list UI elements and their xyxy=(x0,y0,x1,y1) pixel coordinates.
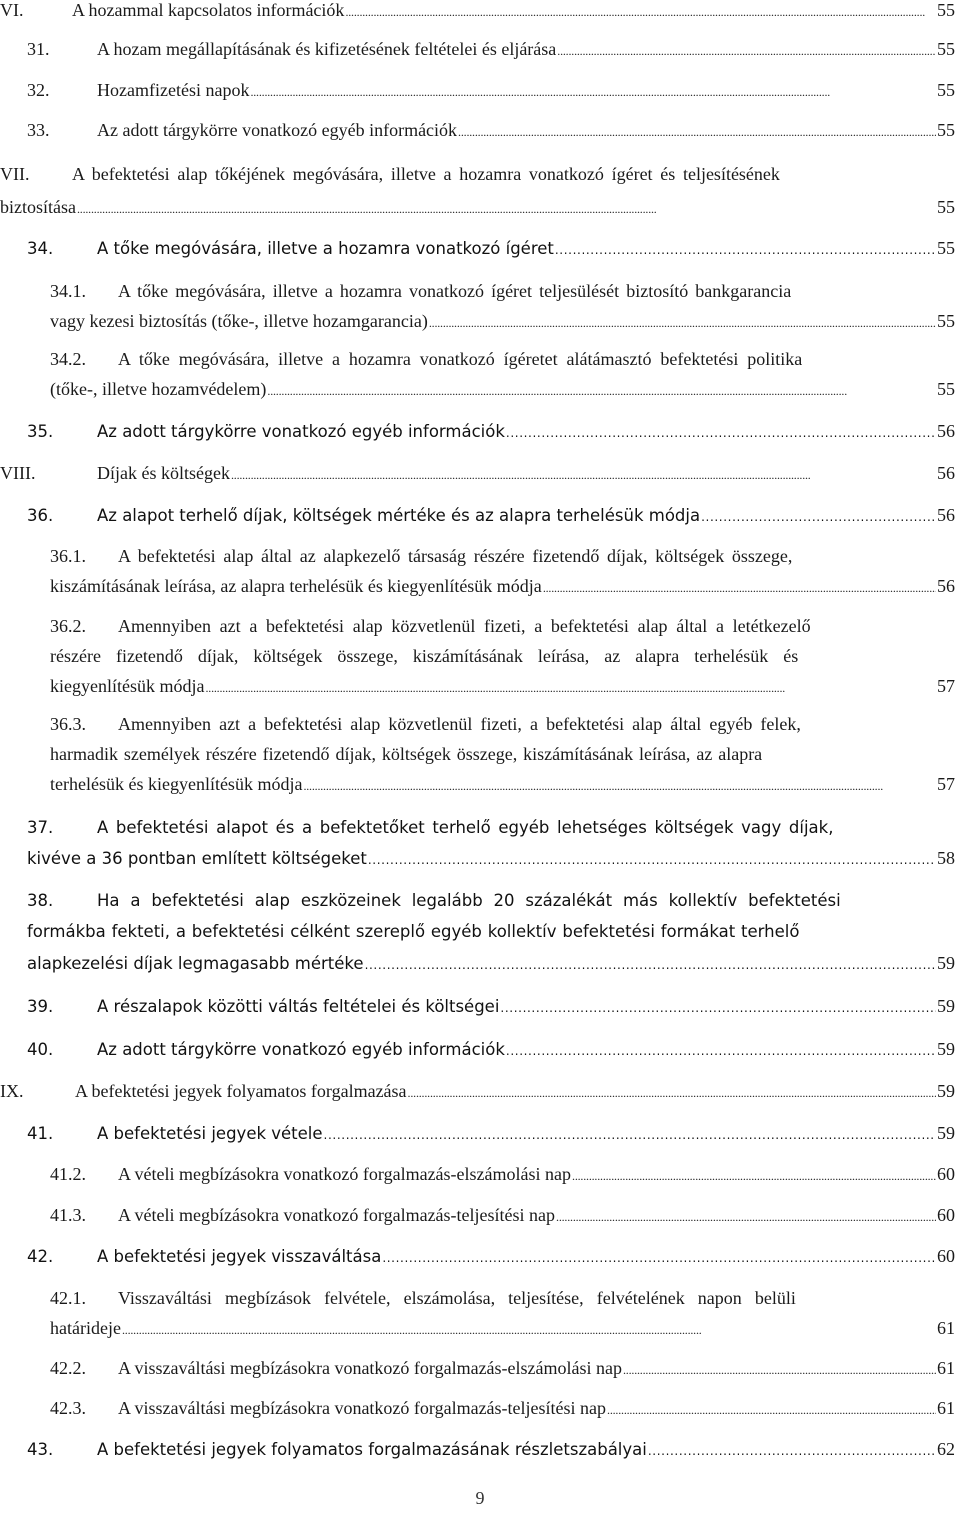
toc-number: 34.2. xyxy=(50,349,86,369)
dot-leader xyxy=(303,774,936,795)
toc-page: 59 xyxy=(937,1039,955,1059)
toc-title: kiegyenlítésük módja xyxy=(50,676,205,696)
toc-number: 42. xyxy=(27,1247,54,1266)
toc-number: 41. xyxy=(27,1124,54,1143)
toc-page: 62 xyxy=(937,1439,955,1459)
toc-title: A részalapok közötti váltás feltételei és költségei xyxy=(97,997,500,1016)
toc-title: Díjak és költségek xyxy=(97,463,230,483)
dot-leader xyxy=(572,1164,936,1185)
toc-title: A hozammal kapcsolatos információk xyxy=(72,0,345,20)
toc-number: 43. xyxy=(27,1440,54,1459)
dot-leader xyxy=(267,379,936,400)
toc-number: 34.1. xyxy=(50,281,86,301)
toc-title: A befektetési jegyek folyamatos forgalmazásának részletszabályai xyxy=(97,1440,647,1459)
toc-page: 59 xyxy=(937,1081,955,1101)
toc-entry-33[interactable] xyxy=(27,120,955,141)
toc-title-line1: Visszaváltási megbízások felvétele, elszámolása, teljesítése, felvételének napon belüli xyxy=(118,1288,796,1308)
page-number: 9 xyxy=(475,1488,485,1508)
toc-number: 33. xyxy=(27,120,50,140)
toc-number: 32. xyxy=(27,80,50,100)
toc-entry-42-3[interactable] xyxy=(50,1398,955,1419)
dot-leader xyxy=(365,954,936,973)
toc-number: 42.3. xyxy=(50,1398,86,1418)
toc-number: 39. xyxy=(27,997,54,1016)
toc-title: A befektetési jegyek vétele xyxy=(97,1124,323,1143)
dot-leader xyxy=(506,1040,936,1059)
toc-number: 42.2. xyxy=(50,1358,86,1378)
dot-leader xyxy=(555,239,936,258)
toc-title: Az alapot terhelő díjak, költségek mértéke és az alapra terhelésük módja xyxy=(97,506,701,525)
toc-page: 56 xyxy=(937,421,955,441)
toc-page: 59 xyxy=(937,996,955,1016)
toc-title: Hozamfizetési napok xyxy=(97,80,250,100)
toc-entry-41-2[interactable] xyxy=(50,1164,955,1185)
toc-number: 34. xyxy=(27,239,54,258)
dot-leader xyxy=(77,197,936,218)
dot-leader xyxy=(250,80,936,101)
toc-page: 60 xyxy=(937,1164,955,1184)
toc-title-line1: A tőke megóvására, illetve a hozamra vonatkozó ígéret teljesülését biztosító bankgarancia xyxy=(118,281,792,301)
dot-leader xyxy=(429,311,936,332)
toc-title: alapkezelési díjak legmagasabb mértéke xyxy=(27,954,364,973)
dot-leader xyxy=(543,576,936,597)
toc-entry-vi[interactable] xyxy=(0,0,955,21)
toc-page: 61 xyxy=(937,1398,955,1418)
dot-leader xyxy=(557,39,936,60)
dot-leader xyxy=(556,1205,936,1226)
toc-entry-ix[interactable] xyxy=(0,1081,955,1102)
toc-page: 55 xyxy=(937,197,955,217)
toc-page: 61 xyxy=(937,1318,955,1338)
toc-page: 55 xyxy=(937,311,955,331)
dot-leader xyxy=(324,1124,936,1143)
toc-page: 60 xyxy=(937,1205,955,1225)
toc-title: A vételi megbízásokra vonatkozó forgalmazás-elszámolási nap xyxy=(118,1164,572,1184)
toc-title: A befektetési jegyek visszaváltása xyxy=(97,1247,382,1266)
toc-page: 57 xyxy=(937,676,955,696)
toc-title-line1: A befektetési alapot és a befektetőket terhelő egyéb lehetséges költségek vagy díjak, xyxy=(97,818,834,837)
toc-entry-31[interactable] xyxy=(27,39,955,60)
toc-page: 55 xyxy=(937,0,955,20)
toc-page: 55 xyxy=(937,39,955,59)
toc-title: A visszaváltási megbízásokra vonatkozó forgalmazás-elszámolási nap xyxy=(118,1358,622,1378)
toc-number: VII. xyxy=(0,164,30,184)
toc-title: A hozam megállapításának és kifizetésének feltételei és eljárása xyxy=(97,39,557,59)
toc-title-line2: részére fizetendő díjak, költségek összege, kiszámításának leírása, az alapra terhelésük és xyxy=(50,646,799,666)
dot-leader xyxy=(623,1358,936,1379)
toc-entry-42-2[interactable] xyxy=(50,1358,955,1379)
toc-title: biztosítása xyxy=(0,197,76,217)
dot-leader xyxy=(345,0,936,21)
toc-title: Az adott tárgykörre vonatkozó egyéb információk xyxy=(97,1040,505,1059)
toc-title-line1: A befektetési alap tőkéjének megóvására, illetve a hozamra vonatkozó ígéret és teljesítésének xyxy=(72,164,780,184)
toc-title: kiszámításának leírása, az alapra terhelésük és kiegyenlítésük módja xyxy=(50,576,542,596)
toc-page: 59 xyxy=(937,953,955,973)
toc-title: A visszaváltási megbízásokra vonatkozó forgalmazás-teljesítési nap xyxy=(118,1398,607,1418)
toc-entry-41[interactable] xyxy=(27,1123,955,1144)
toc-title: A befektetési jegyek folyamatos forgalmazása xyxy=(75,1081,407,1101)
toc-number: 36.1. xyxy=(50,546,86,566)
toc-title-line1: Ha a befektetési alap eszközeinek legalább 20 százalékát más kollektív befektetési xyxy=(97,891,841,910)
toc-title: Az adott tárgykörre vonatkozó egyéb információk xyxy=(97,120,458,140)
dot-leader xyxy=(122,1318,936,1339)
toc-number: 31. xyxy=(27,39,50,59)
toc-entry-43[interactable] xyxy=(27,1439,955,1460)
toc-title-line2: harmadik személyek részére fizetendő díjak, költségek összege, kiszámításának leírása, az alapra xyxy=(50,744,763,764)
toc-page: 59 xyxy=(937,1123,955,1143)
dot-leader xyxy=(368,849,936,868)
toc-entry-36[interactable] xyxy=(27,505,955,526)
toc-number: 36.2. xyxy=(50,616,86,636)
toc-number: 35. xyxy=(27,422,54,441)
toc-number: 42.1. xyxy=(50,1288,86,1308)
toc-number: 36. xyxy=(27,506,54,525)
toc-entry-viii[interactable] xyxy=(0,463,955,484)
toc-page: 55 xyxy=(937,238,955,258)
toc-page: 55 xyxy=(937,120,955,140)
toc-page: 60 xyxy=(937,1246,955,1266)
dot-leader xyxy=(607,1398,936,1419)
toc-title-line2: formákba fekteti, a befektetési célként szereplő egyéb kollektív befektetési formákat terhelő xyxy=(27,922,800,941)
dot-leader xyxy=(231,463,936,484)
toc-title: Az adott tárgykörre vonatkozó egyéb információk xyxy=(97,422,505,441)
toc-entry-39[interactable] xyxy=(27,996,955,1017)
toc-title: vagy kezesi biztosítás (tőke-, illetve hozamgarancia) xyxy=(50,311,428,331)
toc-number: 37. xyxy=(27,818,54,837)
toc-title-line1: A tőke megóvására, illetve a hozamra vonatkozó ígéretet alátámasztó befektetési politika xyxy=(118,349,803,369)
toc-title: (tőke-, illetve hozamvédelem) xyxy=(50,379,267,399)
toc-number: 40. xyxy=(27,1040,54,1059)
toc-number: VIII. xyxy=(0,463,36,483)
toc-page: 61 xyxy=(937,1358,955,1378)
dot-leader xyxy=(648,1440,936,1459)
toc-entry-35[interactable] xyxy=(27,421,955,442)
dot-leader xyxy=(506,422,936,441)
toc-page: 55 xyxy=(937,80,955,100)
toc-number: VI. xyxy=(0,0,24,20)
dot-leader xyxy=(382,1247,936,1266)
toc-number: 38. xyxy=(27,891,54,910)
toc-page: 56 xyxy=(937,505,955,525)
dot-leader xyxy=(205,676,936,697)
toc-title-line1: A befektetési alap által az alapkezelő társaság részére fizetendő díjak, költségek összege, xyxy=(118,546,793,566)
dot-leader xyxy=(458,120,936,141)
toc-title: A tőke megóvására, illetve a hozamra vonatkozó ígéret xyxy=(97,239,554,258)
toc-entry-34[interactable] xyxy=(27,238,955,259)
toc-title-line1: Amennyiben azt a befektetési alap közvetlenül fizeti, a befektetési alap által egyéb felek, xyxy=(118,714,801,734)
toc-number: IX. xyxy=(0,1081,24,1101)
toc-page: 56 xyxy=(937,576,955,596)
toc-number: 41.3. xyxy=(50,1205,86,1225)
toc-entry-42[interactable] xyxy=(27,1246,955,1267)
dot-leader xyxy=(408,1081,936,1102)
toc-page: 57 xyxy=(937,774,955,794)
toc-number: 41.2. xyxy=(50,1164,86,1184)
toc-title: határideje xyxy=(50,1318,121,1338)
toc-entry-41-3[interactable] xyxy=(50,1205,955,1226)
toc-title: terhelésük és kiegyenlítésük módja xyxy=(50,774,303,794)
toc-page: 58 xyxy=(937,848,955,868)
toc-title: kivéve a 36 pontban említett költségeket xyxy=(27,849,367,868)
toc-entry-40[interactable] xyxy=(27,1039,955,1060)
toc-entry-32[interactable] xyxy=(27,80,955,101)
toc-number: 36.3. xyxy=(50,714,86,734)
dot-leader xyxy=(500,997,936,1016)
toc-page: 56 xyxy=(937,463,955,483)
toc-title-line1: Amennyiben azt a befektetési alap közvetlenül fizeti, a befektetési alap által a letétkezelő xyxy=(118,616,811,636)
dot-leader xyxy=(701,506,936,525)
toc-page: 55 xyxy=(937,379,955,399)
toc-title: A vételi megbízásokra vonatkozó forgalmazás-teljesítési nap xyxy=(118,1205,556,1225)
